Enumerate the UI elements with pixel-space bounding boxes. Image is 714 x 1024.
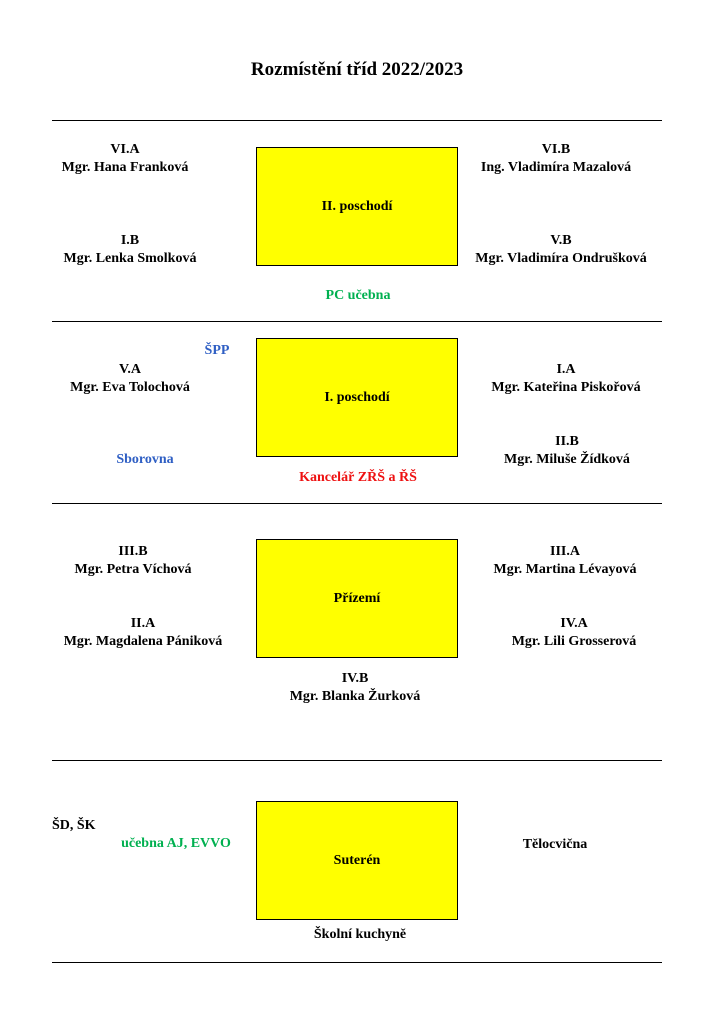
- class-name: II.A: [130, 616, 156, 631]
- room-i-b: [50, 232, 210, 268]
- pc-classroom-label: PC učebna: [325, 288, 391, 303]
- teacher-name: Mgr. Lili Grosserová: [511, 634, 637, 649]
- class-name: I.A: [556, 362, 576, 377]
- room-vi-b: [466, 141, 646, 177]
- class-name: IV.B: [341, 671, 369, 686]
- sd-sk-label: ŠD, ŠK: [52, 818, 96, 833]
- class-name: V.B: [550, 233, 572, 248]
- room-v-b: [459, 232, 663, 268]
- room-iii-a: [480, 543, 650, 579]
- class-name: VI.B: [541, 142, 571, 157]
- floor-box-basement: [256, 801, 458, 920]
- divider-top: [52, 120, 662, 121]
- floor-box-first: [256, 338, 458, 457]
- floor-box-second: [256, 147, 458, 266]
- gym-label: Tělocvična: [522, 837, 588, 852]
- class-name: VI.A: [110, 142, 140, 157]
- divider-first-ground: [52, 503, 662, 504]
- office-label: Kancelář ZŘŠ a ŘŠ: [299, 470, 417, 485]
- class-name: III.A: [550, 544, 580, 559]
- room-vi-a: [50, 141, 200, 177]
- teacher-name: Mgr. Vladimíra Ondrušková: [475, 251, 647, 266]
- teacher-name: Mgr. Kateřina Piskořová: [491, 380, 641, 395]
- room-ii-a: [50, 615, 236, 651]
- room-v-a: [55, 361, 205, 397]
- teacher-name: Mgr. Blanka Žurková: [289, 689, 421, 704]
- class-name: V.A: [119, 362, 141, 377]
- room-i-a: [476, 361, 656, 397]
- class-name: II.B: [555, 434, 579, 449]
- divider-ground-basement: [52, 760, 662, 761]
- floor-box-ground: [256, 539, 458, 658]
- class-name: IV.A: [560, 616, 588, 631]
- teacher-name: Mgr. Magdalena Pániková: [63, 634, 223, 649]
- kitchen-label: Školní kuchyně: [313, 927, 407, 942]
- english-classroom-label: učebna AJ, EVVO: [121, 836, 231, 851]
- divider-bottom: [52, 962, 662, 963]
- spp-label: ŠPP: [204, 343, 230, 358]
- room-iii-b: [53, 543, 213, 579]
- staffroom-label: Sborovna: [116, 452, 174, 467]
- class-name: I.B: [120, 233, 140, 248]
- class-name: III.B: [118, 544, 148, 559]
- page-title: Rozmístění tříd 2022/2023: [250, 59, 464, 80]
- room-iv-a: [499, 615, 649, 651]
- teacher-name: Mgr. Petra Víchová: [74, 562, 192, 577]
- teacher-name: Ing. Vladimíra Mazalová: [480, 160, 632, 175]
- room-iv-b: [275, 670, 435, 706]
- teacher-name: Mgr. Lenka Smolková: [63, 251, 197, 266]
- teacher-name: Mgr. Miluše Žídková: [504, 452, 630, 467]
- divider-second-first: [52, 321, 662, 322]
- floor-name: Suterén: [333, 852, 381, 868]
- teacher-name: Mgr. Martina Lévayová: [493, 562, 637, 577]
- floor-name: II. poschodí: [321, 198, 393, 214]
- teacher-name: Mgr. Hana Franková: [61, 160, 189, 175]
- teacher-name: Mgr. Eva Tolochová: [70, 380, 190, 395]
- room-ii-b: [485, 433, 649, 469]
- floor-name: I. poschodí: [324, 389, 390, 405]
- floor-name: Přízemí: [333, 590, 381, 606]
